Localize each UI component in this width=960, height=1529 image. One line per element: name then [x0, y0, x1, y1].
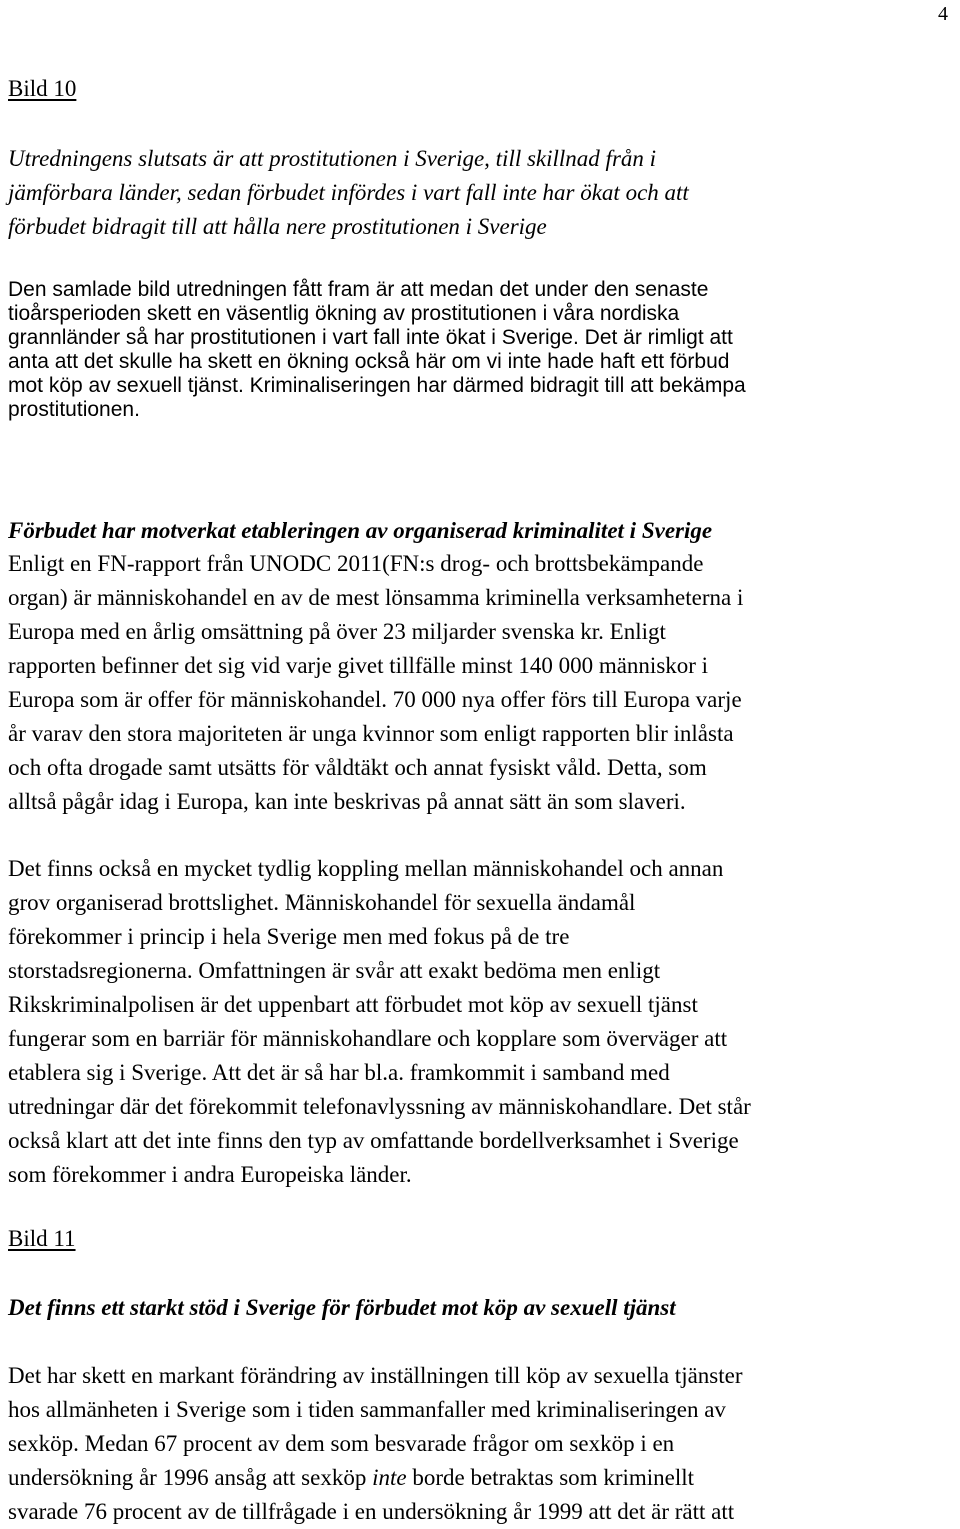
- paragraph-line: år varav den stora majoriteten är unga kvinnor som enligt rapporten blir inlåsta: [8, 721, 734, 746]
- paragraph-line: som förekommer i andra Europeiska länder.: [8, 1162, 412, 1187]
- paragraph-line: organ) är människohandel en av de mest lönsamma kriminella verksamheterna i: [8, 585, 744, 610]
- paragraph-line: grov organiserad brottslighet. Människohandel för sexuella ändamål: [8, 890, 636, 915]
- section-label-bild-10: Bild 10: [8, 76, 77, 101]
- paragraph-line: [8, 1461, 956, 1495]
- paragraph-line: rapporten befinner det sig vid varje givet tillfälle minst 140 000 människor i: [8, 653, 709, 678]
- emphasis-inte: inte: [372, 1465, 407, 1490]
- paragraph-attitude-change: [8, 1359, 956, 1529]
- paragraph-line: Det finns också en mycket tydlig koppling mellan människohandel och annan: [8, 856, 724, 881]
- heading-organized-crime: Förbudet har motverkat etableringen av organiserad kriminalitet i Sverige: [8, 518, 713, 543]
- paragraph-line: Enligt en FN-rapport från UNODC 2011(FN:s drog- och brottsbekämpande: [8, 551, 704, 576]
- paragraph-line: Rikskriminalpolisen är det uppenbart att förbudet mot köp av sexuell tjänst: [8, 992, 698, 1017]
- paragraph-line: grannländer så har prostitutionen i vart fall inte ökat i Sverige. Det är rimligt att: [8, 326, 733, 349]
- paragraph-line: Den samlade bild utredningen fått fram är att medan det under den senaste: [8, 278, 709, 301]
- paragraph-line: också klart att det inte finns den typ av omfattande bordellverksamhet i Sverige: [8, 1128, 739, 1153]
- paragraph-line: fungerar som en barriär för människohandlare och kopplare som överväger att: [8, 1026, 728, 1051]
- paragraph-line: förekommer i princip i hela Sverige men med fokus på de tre: [8, 924, 570, 949]
- paragraph-overall-picture: [8, 278, 956, 422]
- paragraph-line: tioårsperioden skett en väsentlig ökning av prostitutionen i våra nordiska: [8, 302, 680, 325]
- paragraph-line: Det har skett en markant förändring av inställningen till köp av sexuella tjänster: [8, 1363, 743, 1388]
- text-run: borde betraktas som kriminellt: [406, 1465, 695, 1490]
- paragraph-line: svarade 76 procent av de tillfrågade i en undersökning år 1999 att det är rätt att: [8, 1499, 735, 1524]
- paragraph-line: mot köp av sexuell tjänst. Kriminaliseringen har därmed bidragit till att bekämpa: [8, 374, 746, 397]
- heading-public-support: Det finns ett starkt stöd i Sverige för förbudet mot köp av sexuell tjänst: [8, 1295, 676, 1320]
- heading-conclusion: [8, 142, 956, 244]
- text-run: undersökning år 1996 ansåg att sexköp: [8, 1465, 373, 1490]
- paragraph-line: och ofta drogade samt utsätts för våldtäkt och annat fysiskt våld. Detta, som: [8, 755, 707, 780]
- section-label-bild-11: Bild 11: [8, 1226, 76, 1251]
- heading-line: förbudet bidragit till att hålla nere prostitutionen i Sverige: [8, 214, 547, 239]
- paragraph-line: etablera sig i Sverige. Att det är så har bl.a. framkommit i samband med: [8, 1060, 670, 1085]
- paragraph-trafficking-link: [8, 852, 956, 1192]
- heading-line: Utredningens slutsats är att prostitutionen i Sverige, till skillnad från i: [8, 146, 657, 171]
- paragraph-line: prostitutionen.: [8, 398, 140, 421]
- paragraph-line: anta att det skulle ha skett en ökning också här om vi inte hade haft ett förbud: [8, 350, 730, 373]
- paragraph-line: utredningar där det förekommit telefonavlyssning av människohandlare. Det står: [8, 1094, 751, 1119]
- heading-line: jämförbara länder, sedan förbudet infördes i vart fall inte har ökat och att: [8, 180, 689, 205]
- page-number: 4: [938, 3, 948, 25]
- paragraph-line: hos allmänheten i Sverige som i tiden sammanfaller med kriminaliseringen av: [8, 1397, 726, 1422]
- paragraph-line: alltså pågår idag i Europa, kan inte beskrivas på annat sätt än som slaveri.: [8, 789, 686, 814]
- paragraph-line: Europa med en årlig omsättning på över 23 miljarder svenska kr. Enligt: [8, 619, 666, 644]
- paragraph-line: Europa som är offer för människohandel. 70 000 nya offer förs till Europa varje: [8, 687, 742, 712]
- paragraph-line: storstadsregionerna. Omfattningen är svår att exakt bedöma men enligt: [8, 958, 661, 983]
- paragraph-line: sexköp. Medan 67 procent av dem som besvarade frågor om sexköp i en: [8, 1431, 675, 1456]
- paragraph-unodc-report: [8, 547, 956, 819]
